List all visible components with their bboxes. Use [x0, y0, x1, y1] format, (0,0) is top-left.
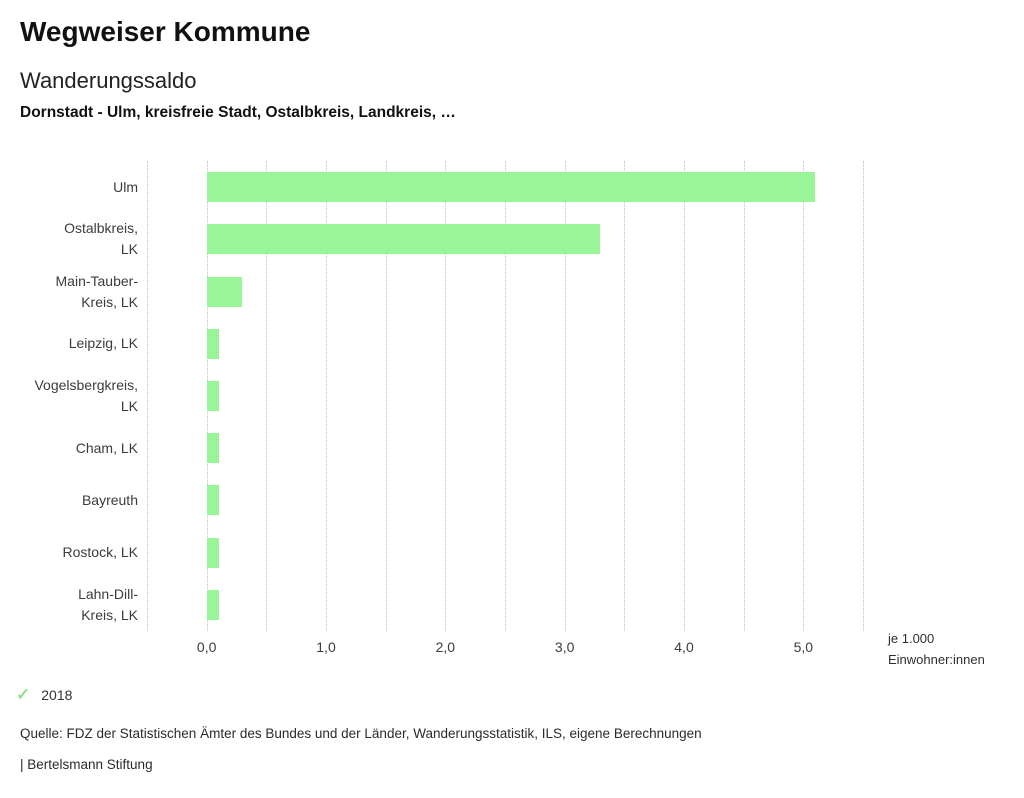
bar-Ostalbkreis, LK: [207, 224, 601, 254]
x-tick-label: 0,0: [196, 639, 217, 655]
legend-year-label: 2018: [41, 686, 73, 703]
category-label: Ostalbkreis, LK: [64, 220, 138, 258]
x-tick-label: 1,0: [316, 639, 336, 655]
x-tick-label: 4,0: [674, 639, 694, 655]
gridline: [684, 161, 685, 631]
category-label: Leipzig, LK: [68, 335, 138, 352]
bar-Rostock, LK: [207, 538, 219, 568]
category-label: Lahn-Dill- Kreis, LK: [78, 585, 138, 623]
category-label: Bayreuth: [81, 491, 138, 508]
chart-title: Wanderungssaldo: [20, 68, 197, 93]
gridline: [147, 161, 148, 631]
bar-Main-Tauber-Kreis, LK: [207, 277, 243, 307]
legend: [16, 686, 72, 703]
gridline: [803, 161, 804, 631]
x-axis-ticks: [147, 639, 863, 659]
x-tick-label: 2,0: [435, 639, 456, 655]
bar-Ulm: [207, 172, 816, 202]
axis-unit-line2: Einwohner:innen: [888, 652, 985, 667]
category-label: Main-Tauber- Kreis, LK: [55, 272, 138, 310]
x-tick-label: 3,0: [554, 639, 575, 655]
category-label: Vogelsbergkreis, LK: [34, 376, 138, 414]
category-label: Rostock, LK: [62, 544, 138, 561]
bar-Lahn-Dill-Kreis, LK: [207, 590, 219, 620]
gridline: [624, 161, 625, 631]
bar-Leipzig, LK: [207, 329, 219, 359]
category-label: Cham, LK: [75, 439, 138, 456]
chart-selection-subtitle: Dornstadt - Ulm, kreisfreie Stadt, Ostalbkreis, Landkreis, …: [20, 104, 456, 121]
checkmark-icon: ✓: [16, 685, 31, 704]
source-text: Quelle: FDZ der Statistischen Ämter des Bundes und der Länder, Wanderungsstatistik, ILS, eigene Berechnungen: [20, 726, 702, 741]
axis-unit-line1: je 1.000: [888, 631, 935, 646]
category-labels: [0, 161, 138, 631]
bar-Bayreuth: [207, 485, 219, 515]
bar-Cham, LK: [207, 433, 219, 463]
plot-area: [147, 161, 863, 631]
gridline: [863, 161, 864, 631]
bar-Vogelsbergkreis, LK: [207, 381, 219, 411]
attribution-text: | Bertelsmann Stiftung: [20, 757, 153, 772]
page-title: Wegweiser Kommune: [20, 16, 311, 47]
axis-unit-label: [888, 628, 985, 670]
category-label: Ulm: [113, 178, 138, 195]
x-tick-label: 5,0: [793, 639, 814, 655]
gridline: [744, 161, 745, 631]
